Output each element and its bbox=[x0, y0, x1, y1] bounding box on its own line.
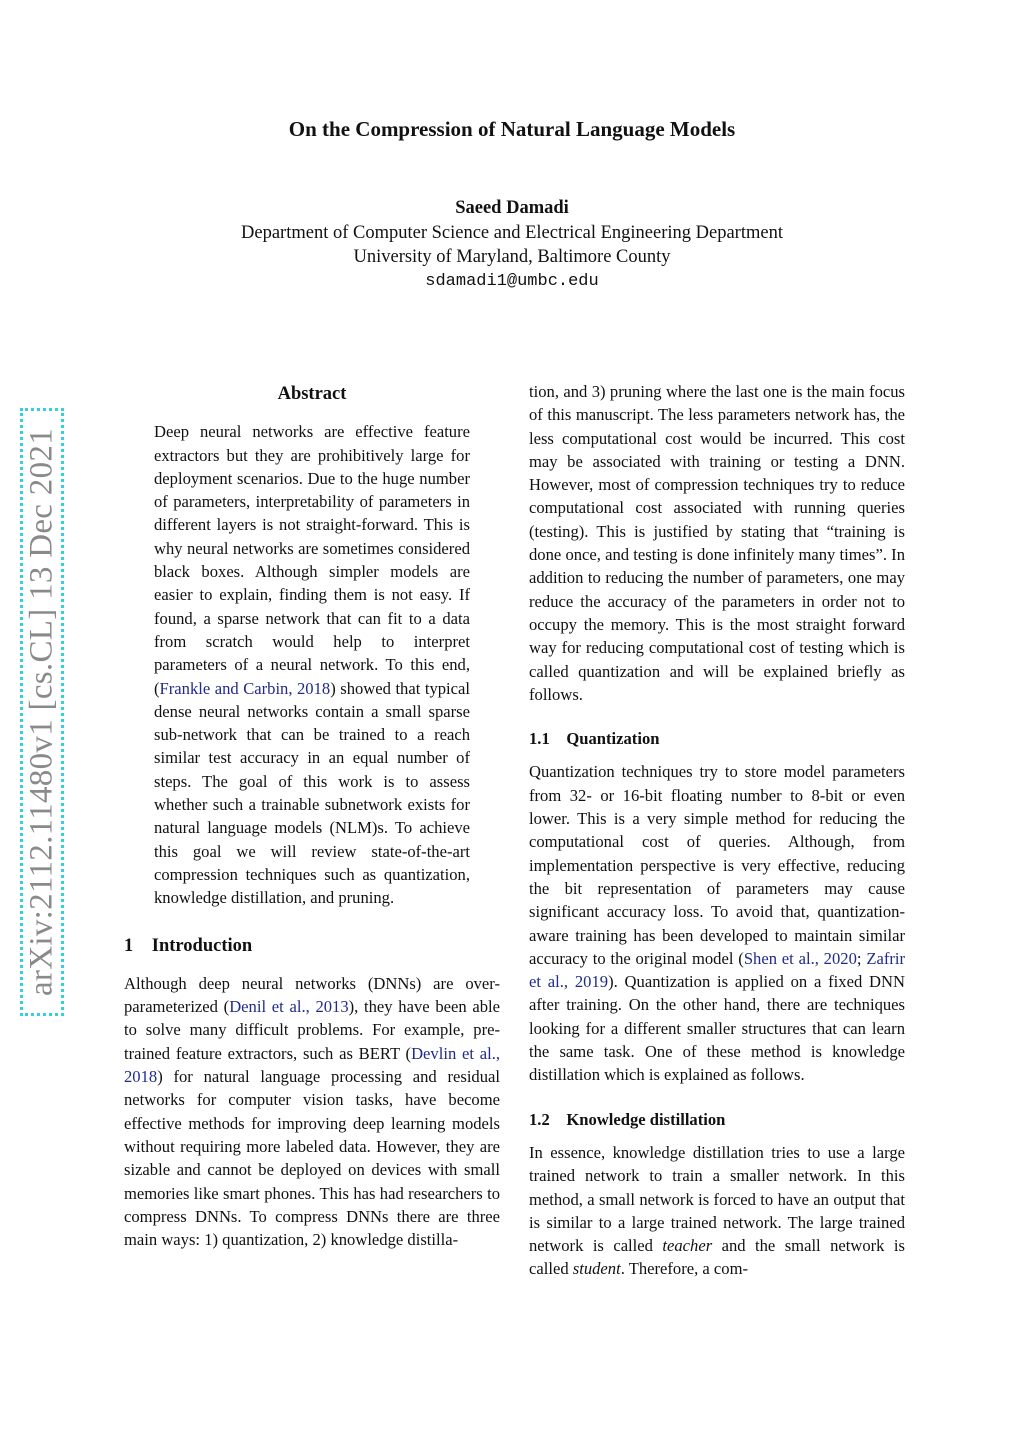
citation-separator: ; bbox=[856, 948, 867, 968]
citation-zafrir[interactable]: Zafrir et al., 2019 bbox=[529, 948, 906, 992]
right-column bbox=[529, 380, 905, 1281]
introduction-continued: tion, and 3) pruning where the last one is the main focus of this manuscript. The less parameters network has, the less computational cost would be incurred. This cost may be associated with training or testing a DNN. However, most of compression techniques try to reduce computational cost associated with running queries (testing). This is justified by stating that “training is done once, and testing is done infinitely many times”. In addition to reducing the number of parameters, one may reduce the accuracy of the parameters in order not to occupy the memory. This is the most straight forward way for reducing computational cost of testing which is called quantization and will be explained briefly as follows. bbox=[529, 382, 905, 704]
section-number: 1 bbox=[124, 935, 134, 956]
arxiv-identifier[interactable]: arXiv:2112.11480v1 [cs.CL] 13 Dec 2021 bbox=[23, 427, 60, 997]
section-title: Introduction bbox=[151, 935, 253, 956]
quantization-text-part-2: ). Quantization is applied on a fixed DNN after training. On the other hand, there are techniques looking for a different smaller structures that can learn the same task. One of these method is knowledge distillation which is explained as follows. bbox=[529, 972, 906, 1085]
subsection-number: 1.2 bbox=[529, 1109, 550, 1129]
subsection-title: Knowledge distillation bbox=[566, 1109, 726, 1129]
kd-text-part-1: In essence, knowledge distillation tries to use a large trained network to train a smaller network. In this method, a small network is forced to have an output that is similar to a large trained network. The large trained network is called bbox=[529, 1142, 905, 1256]
introduction-text bbox=[124, 972, 500, 1252]
term-teacher: teacher bbox=[662, 1236, 713, 1256]
intro-text-part-1: Although deep neural networks (DNNs) are over-parameterized ( bbox=[124, 973, 500, 1017]
subsection-heading-knowledge-distillation bbox=[529, 1108, 905, 1131]
knowledge-distillation-text bbox=[529, 1141, 905, 1281]
author-name: Saeed Damadi bbox=[455, 198, 569, 218]
section-heading-introduction bbox=[124, 935, 500, 958]
intro-text-part-3: ) for natural language processing and residual networks for computer vision tasks, have become effective methods for improving deep learning models without requiring more labeled data. However, they are sizable and cannot be deployed on devices with small memories like smart phones. This has had researchers to compress DNNs. To compress DNNs there are three main ways: 1) quantization, 2) knowledge distilla- bbox=[124, 1067, 500, 1250]
subsection-title: Quantization bbox=[566, 729, 660, 749]
kd-text-part-3: . Therefore, a com- bbox=[620, 1259, 749, 1279]
citation-denil[interactable]: Denil et al., 2013 bbox=[229, 997, 349, 1017]
quantization-text-part-1: Quantization techniques try to store model parameters from 32- or 16-bit floating number to 8-bit or even lower. This is a very simple method for reducing the computational cost of queries. Although, from implementation perspective is very effective, reducing the bit representation of parameters may cause significant accuracy loss. To avoid that, quantization-aware training has been developed to maintain similar accuracy to the original model ( bbox=[529, 762, 905, 968]
author-department: Department of Computer Science and Electrical Engineering Department bbox=[241, 222, 783, 243]
paper-title: On the Compression of Natural Language Models bbox=[288, 117, 736, 141]
author-university: University of Maryland, Baltimore County bbox=[353, 247, 671, 267]
author-block bbox=[0, 196, 1024, 294]
subsection-number: 1.1 bbox=[529, 729, 550, 749]
citation-devlin[interactable]: Devlin et al., 2018 bbox=[124, 1043, 500, 1087]
left-column bbox=[124, 380, 500, 1251]
subsection-heading-quantization bbox=[529, 727, 905, 750]
citation-frankle-carbin[interactable]: Frankle and Carbin, 2018 bbox=[159, 678, 331, 698]
kd-text-part-2: and the small network is called bbox=[529, 1236, 905, 1279]
term-student: student bbox=[572, 1259, 621, 1279]
author-email[interactable]: sdamadi1@umbc.edu bbox=[425, 271, 599, 291]
abstract-heading: Abstract bbox=[277, 384, 347, 404]
quantization-text bbox=[529, 760, 905, 1086]
arxiv-stamp[interactable] bbox=[20, 408, 64, 1016]
intro-text-part-2: ), they have been able to solve many difficult problems. For example, pre-trained feature extractors, such as BERT ( bbox=[124, 997, 501, 1063]
abstract-text-part-1: Deep neural networks are effective feature extractors but they are prohibitively large for deployment scenarios. Due to the huge number of parameters, interpretability of parameters in different layers is not straight-forward. This is why neural networks are sometimes considered black boxes. Although simpler models are easier to explain, finding them is not easy. If found, a sparse network that can fit to a data from scratch would help to interpret parameters of a neural network. To this end, ( bbox=[154, 422, 470, 698]
abstract-text bbox=[154, 420, 470, 909]
citation-shen[interactable]: Shen et al., 2020 bbox=[743, 948, 857, 968]
abstract-text-part-2: ) showed that typical dense neural networks contain a small sparse sub-network that can be trained to a reach similar test accuracy in an equal number of steps. The goal of this work is to assess whether such a trainable subnetwork exists for natural language models (NLM)s. To achieve this goal we will review state-of-the-art compression techniques such as quantization, knowledge distillation, and pruning. bbox=[154, 678, 470, 908]
